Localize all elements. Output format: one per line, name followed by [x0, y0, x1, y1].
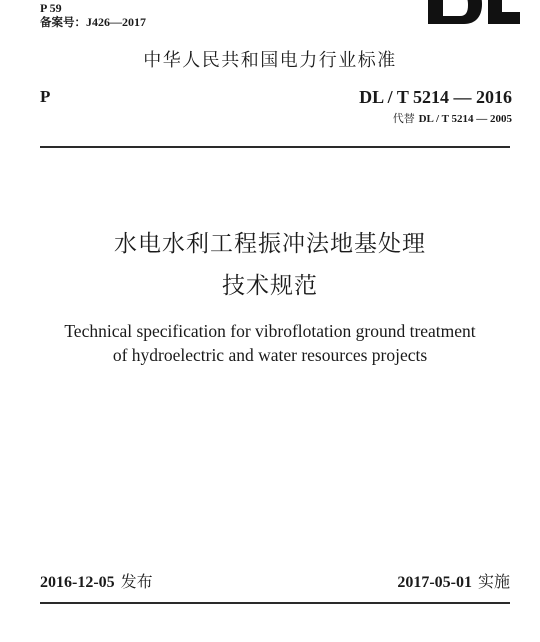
- title-chinese-line1: 水电水利工程振冲法地基处理: [114, 231, 426, 257]
- issue-date-value: 2016-12-05: [40, 574, 115, 591]
- replaces-value: DL / T 5214 — 2005: [418, 113, 512, 125]
- record-number-label: 备案号：: [40, 15, 86, 29]
- implementation-date-value: 2017-05-01: [397, 574, 472, 591]
- top-divider: [40, 146, 510, 148]
- implementation-date: [397, 572, 510, 593]
- title-english-line1: Technical specification for vibroflotation ground treatment: [64, 321, 476, 341]
- record-number: [40, 15, 146, 29]
- standard-number: DL / T 5214 — 2016: [359, 87, 512, 107]
- ics-code: P: [40, 87, 51, 106]
- dl-logo: [424, 0, 520, 28]
- record-number-value: J426—2017: [86, 15, 146, 29]
- issue-date: [40, 572, 153, 593]
- classification-code: P 59: [40, 1, 62, 15]
- title-chinese-line2: 技术规范: [222, 273, 318, 299]
- title-english-line2: of hydroelectric and water resources projects: [112, 345, 428, 365]
- standard-category-title: 中华人民共和国电力行业标准: [143, 50, 397, 71]
- replaces-standard: [393, 112, 512, 126]
- bottom-divider: [40, 602, 510, 604]
- implementation-date-label: 实施: [477, 572, 510, 591]
- replaces-label: 代替: [392, 112, 415, 125]
- issue-date-label: 发布: [120, 572, 153, 591]
